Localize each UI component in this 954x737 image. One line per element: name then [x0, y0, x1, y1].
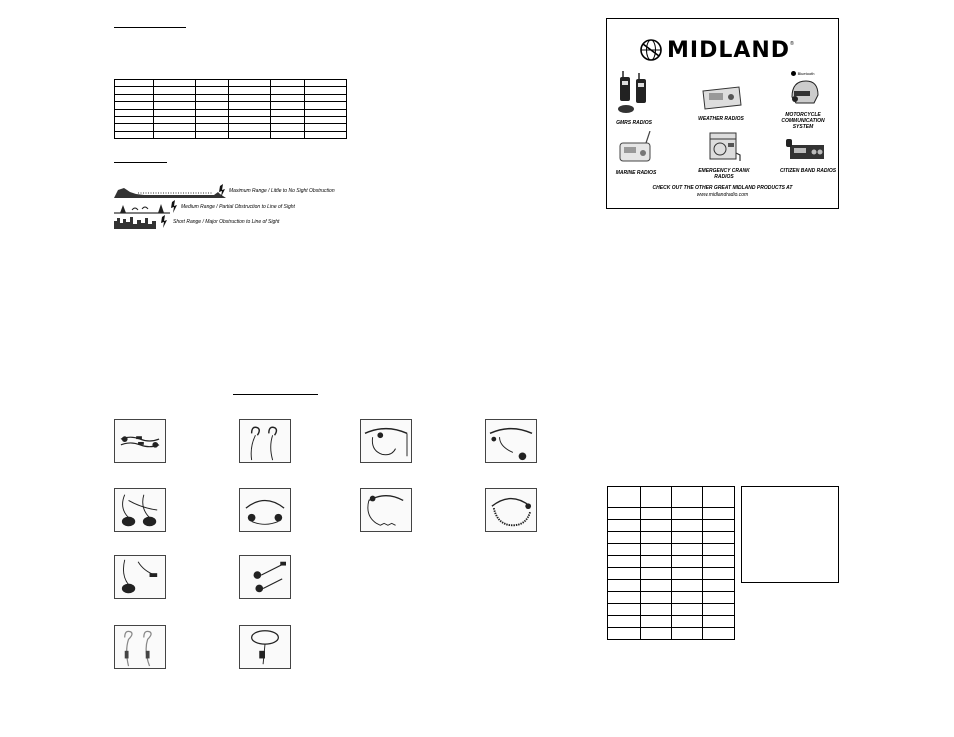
product-marine	[611, 131, 661, 176]
bluetooth-label: Bluetooth	[797, 71, 815, 76]
brand-name: MIDLAND	[667, 37, 791, 63]
product-label-motorcycle: MOTORCYCLE COMMUNICATION SYSTEM	[781, 112, 825, 130]
surveillance-pair-icon	[115, 556, 165, 598]
product-label-cb: CITIZEN BAND RADIOS	[779, 168, 837, 174]
table-row	[608, 628, 735, 640]
range-legend-item-max	[114, 183, 335, 199]
table-row	[608, 556, 735, 568]
accessory-boom-headset-small	[239, 488, 291, 532]
table-row	[608, 508, 735, 520]
range-label-max: Maximum Range / Little to No Sight Obstruction	[229, 188, 335, 194]
city-terrain-icon	[114, 215, 170, 229]
coiled-earbud-icon	[486, 489, 536, 531]
open-terrain-icon	[114, 184, 226, 198]
cta-line-1: CHECK OUT THE OTHER GREAT MIDLAND PRODUCTS AT	[652, 185, 793, 191]
table-row	[115, 131, 347, 138]
product-label-weather: WEATHER RADIOS	[698, 116, 744, 122]
product-cb	[779, 137, 837, 174]
ear-hook-ptt-icon	[486, 420, 536, 462]
table-row	[115, 109, 347, 116]
accessories-heading-underline	[233, 394, 318, 395]
boom-headset-small-icon	[240, 489, 290, 531]
accessory-surveillance-pair	[114, 555, 166, 599]
weather-radio-icon	[699, 81, 743, 111]
table-row	[115, 124, 347, 131]
table-row	[608, 604, 735, 616]
accessory-ear-hook-ptt	[485, 419, 537, 463]
accessory-neckband-headset	[239, 625, 291, 669]
product-label-marine: MARINE RADIOS	[615, 170, 657, 176]
range-label-medium: Medium Range / Partial Obstruction to Line of Sight	[181, 204, 295, 210]
walkie-talkie-icon	[614, 71, 654, 115]
table-row	[115, 94, 347, 101]
table-row	[608, 532, 735, 544]
channel-table	[607, 486, 735, 640]
accessory-coiled-headset	[360, 488, 412, 532]
bluetooth-icon	[791, 71, 796, 76]
accessory-ear-hook-mic	[360, 419, 412, 463]
cb-radio-icon	[786, 137, 830, 163]
boom-mic-pair-icon	[240, 556, 290, 598]
accessory-headset-pair	[114, 419, 166, 463]
table-row	[608, 616, 735, 628]
product-gmrs	[613, 71, 655, 126]
range-label-short: Short Range / Major Obstruction to Line of Sight	[173, 219, 280, 225]
accessory-ear-clip-pair	[239, 419, 291, 463]
accessory-boom-headset-pair	[114, 488, 166, 532]
helmet-icon	[786, 77, 820, 107]
table-row	[608, 520, 735, 532]
section-heading-underline	[114, 27, 186, 28]
product-weather	[693, 81, 749, 122]
trees-terrain-icon	[114, 200, 178, 214]
table-row	[115, 102, 347, 109]
table-header-row	[608, 487, 735, 508]
range-legend-item-medium	[114, 199, 295, 215]
headset-pair-icon	[115, 420, 165, 462]
crank-radio-icon	[706, 129, 742, 163]
range-legend-item-short	[114, 214, 279, 230]
product-label-gmrs: GMRS RADIOS	[616, 120, 652, 126]
acoustic-tube-pair-icon	[115, 626, 165, 668]
table-row	[608, 580, 735, 592]
ear-hook-mic-icon	[361, 420, 411, 462]
ear-clip-pair-icon	[240, 420, 290, 462]
notes-box	[741, 486, 839, 583]
spec-table	[114, 79, 347, 139]
table-row	[608, 592, 735, 604]
accessory-acoustic-tube-pair	[114, 625, 166, 669]
accessory-boom-mic-pair	[239, 555, 291, 599]
table-row	[115, 80, 347, 87]
table-row	[115, 87, 347, 94]
table-row	[608, 544, 735, 556]
trademark-mark: ®	[790, 41, 794, 47]
range-heading-underline	[114, 162, 167, 163]
cta-website-link[interactable]: www.midlandradio.com	[696, 192, 749, 198]
brand-logo	[639, 35, 794, 65]
neckband-headset-icon	[240, 626, 290, 668]
midland-ad-panel	[606, 18, 839, 209]
marine-radio-icon	[616, 131, 656, 165]
coiled-headset-icon	[361, 489, 411, 531]
table-row	[115, 116, 347, 123]
boom-headset-pair-icon	[115, 489, 165, 531]
accessory-coiled-earbud	[485, 488, 537, 532]
globe-icon	[639, 38, 663, 62]
product-motorcycle	[767, 71, 839, 130]
product-label-crank: EMERGENCY CRANK RADIOS	[698, 168, 750, 180]
product-crank	[691, 129, 757, 180]
table-row	[608, 568, 735, 580]
